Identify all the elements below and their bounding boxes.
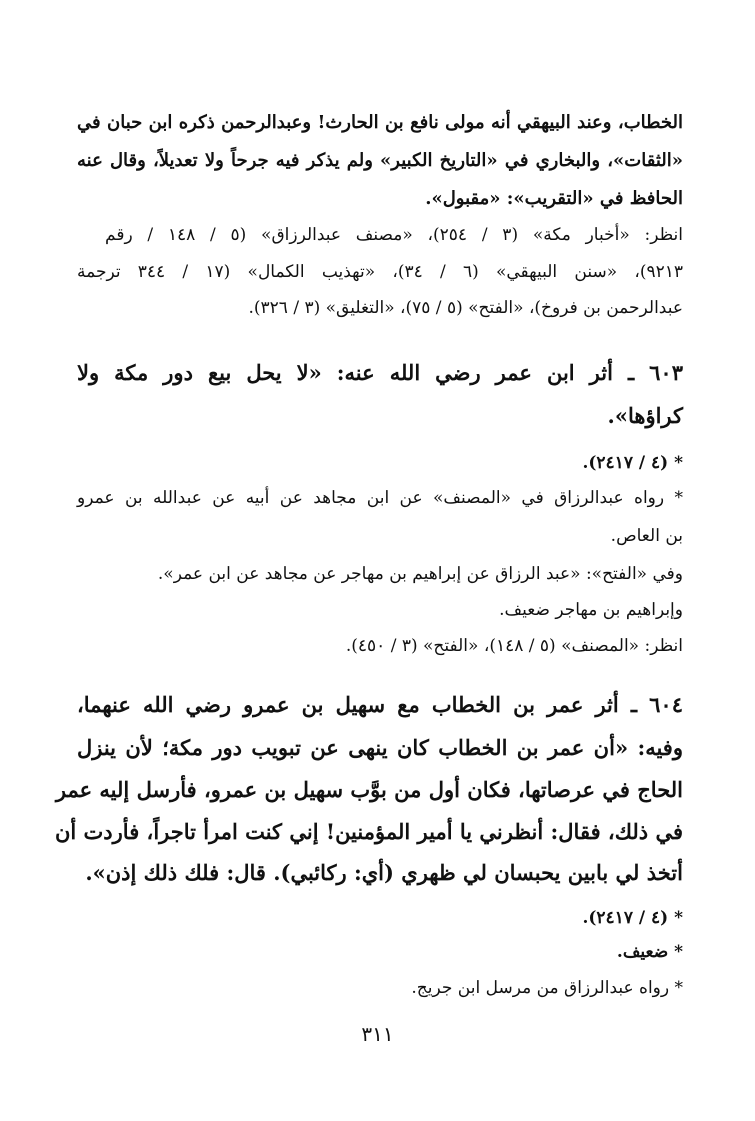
entry-603-heading-line-1: ٦٠٣ ـ أثر ابن عمر رضي الله عنه: «لا يحل بيع دور مكة ولا [77,360,683,385]
entry-603-heading-line-2: كراؤها». [607,403,683,428]
entry-603-note-line-1: * رواه عبدالرزاق في «المصنف» عن ابن مجاهد عن أبيه عن عبدالله بن عمرو [77,488,683,508]
continuation-line-3: الحافظ في «التقريب»: «مقبول». [425,188,683,209]
references-line-1: انظر: «أخبار مكة» (٣ / ٢٥٤)، «مصنف عبدالرزاق» (٥ / ١٤٨ / رقم [105,225,683,245]
entry-604-line-1: ٦٠٤ ـ أثر عمر بن الخطاب مع سهيل بن عمرو رضي الله عنهما، [77,692,683,717]
page-number: ٣١١ [361,1022,394,1046]
entry-604-line-2: وفيه: «أن عمر بن الخطاب كان ينهى عن تبويب دور مكة؛ لأن ينزل [77,735,683,760]
entry-604-line-5: أتخذ لي بابين يحبسان لي ظهري (أي: ركائبي). قال: فلك ذلك إذن». [85,860,683,885]
continuation-line-1: الخطاب، وعند البيهقي أنه مولى نافع بن الحارث! وعبدالرحمن ذكره ابن حبان في [77,112,683,133]
entry-603-source-ref: * (٤ / ٢٤١٧). [582,453,683,473]
entry-603-note-line-2: بن العاص. [610,526,683,546]
entry-604-line-3: الحاج في عرصاتها، فكان أول من بوَّب سهيل بن عمرو، فأرسل إليه عمر [55,777,683,802]
entry-604-source-ref: * (٤ / ٢٤١٧). [582,908,683,928]
entry-603-fath-line-1: وفي «الفتح»: «عبد الرزاق عن إبراهيم بن مهاجر عن مجاهد عن ابن عمر». [157,564,683,584]
references-line-3: عبدالرحمن بن فروخ)، «الفتح» (٥ / ٧٥)، «التغليق» (٣ / ٣٢٦). [248,298,683,318]
entry-603-fath-line-2: وإبراهيم بن مهاجر ضعيف. [499,600,683,620]
entry-604-note: * رواه عبدالرزاق من مرسل ابن جريج. [411,978,683,998]
entry-604-grade: * ضعيف. [616,942,683,962]
references-line-2: ٩٢١٣)، «سنن البيهقي» (٦ / ٣٤)، «تهذيب الكمال» (١٧ / ٣٤٤ ترجمة [77,262,683,282]
entry-604-line-4: في ذلك، فقال: أنظرني يا أمير المؤمنين! إني كنت امرأ تاجراً، فأردت أن [54,819,683,844]
continuation-line-2: «الثقات»، والبخاري في «التاريخ الكبير» ولم يذكر فيه جرحاً ولا تعديلاً، وقال عنه [77,150,683,171]
entry-603-references: انظر: «المصنف» (٥ / ١٤٨)، «الفتح» (٣ / ٤٥٠). [345,636,683,656]
